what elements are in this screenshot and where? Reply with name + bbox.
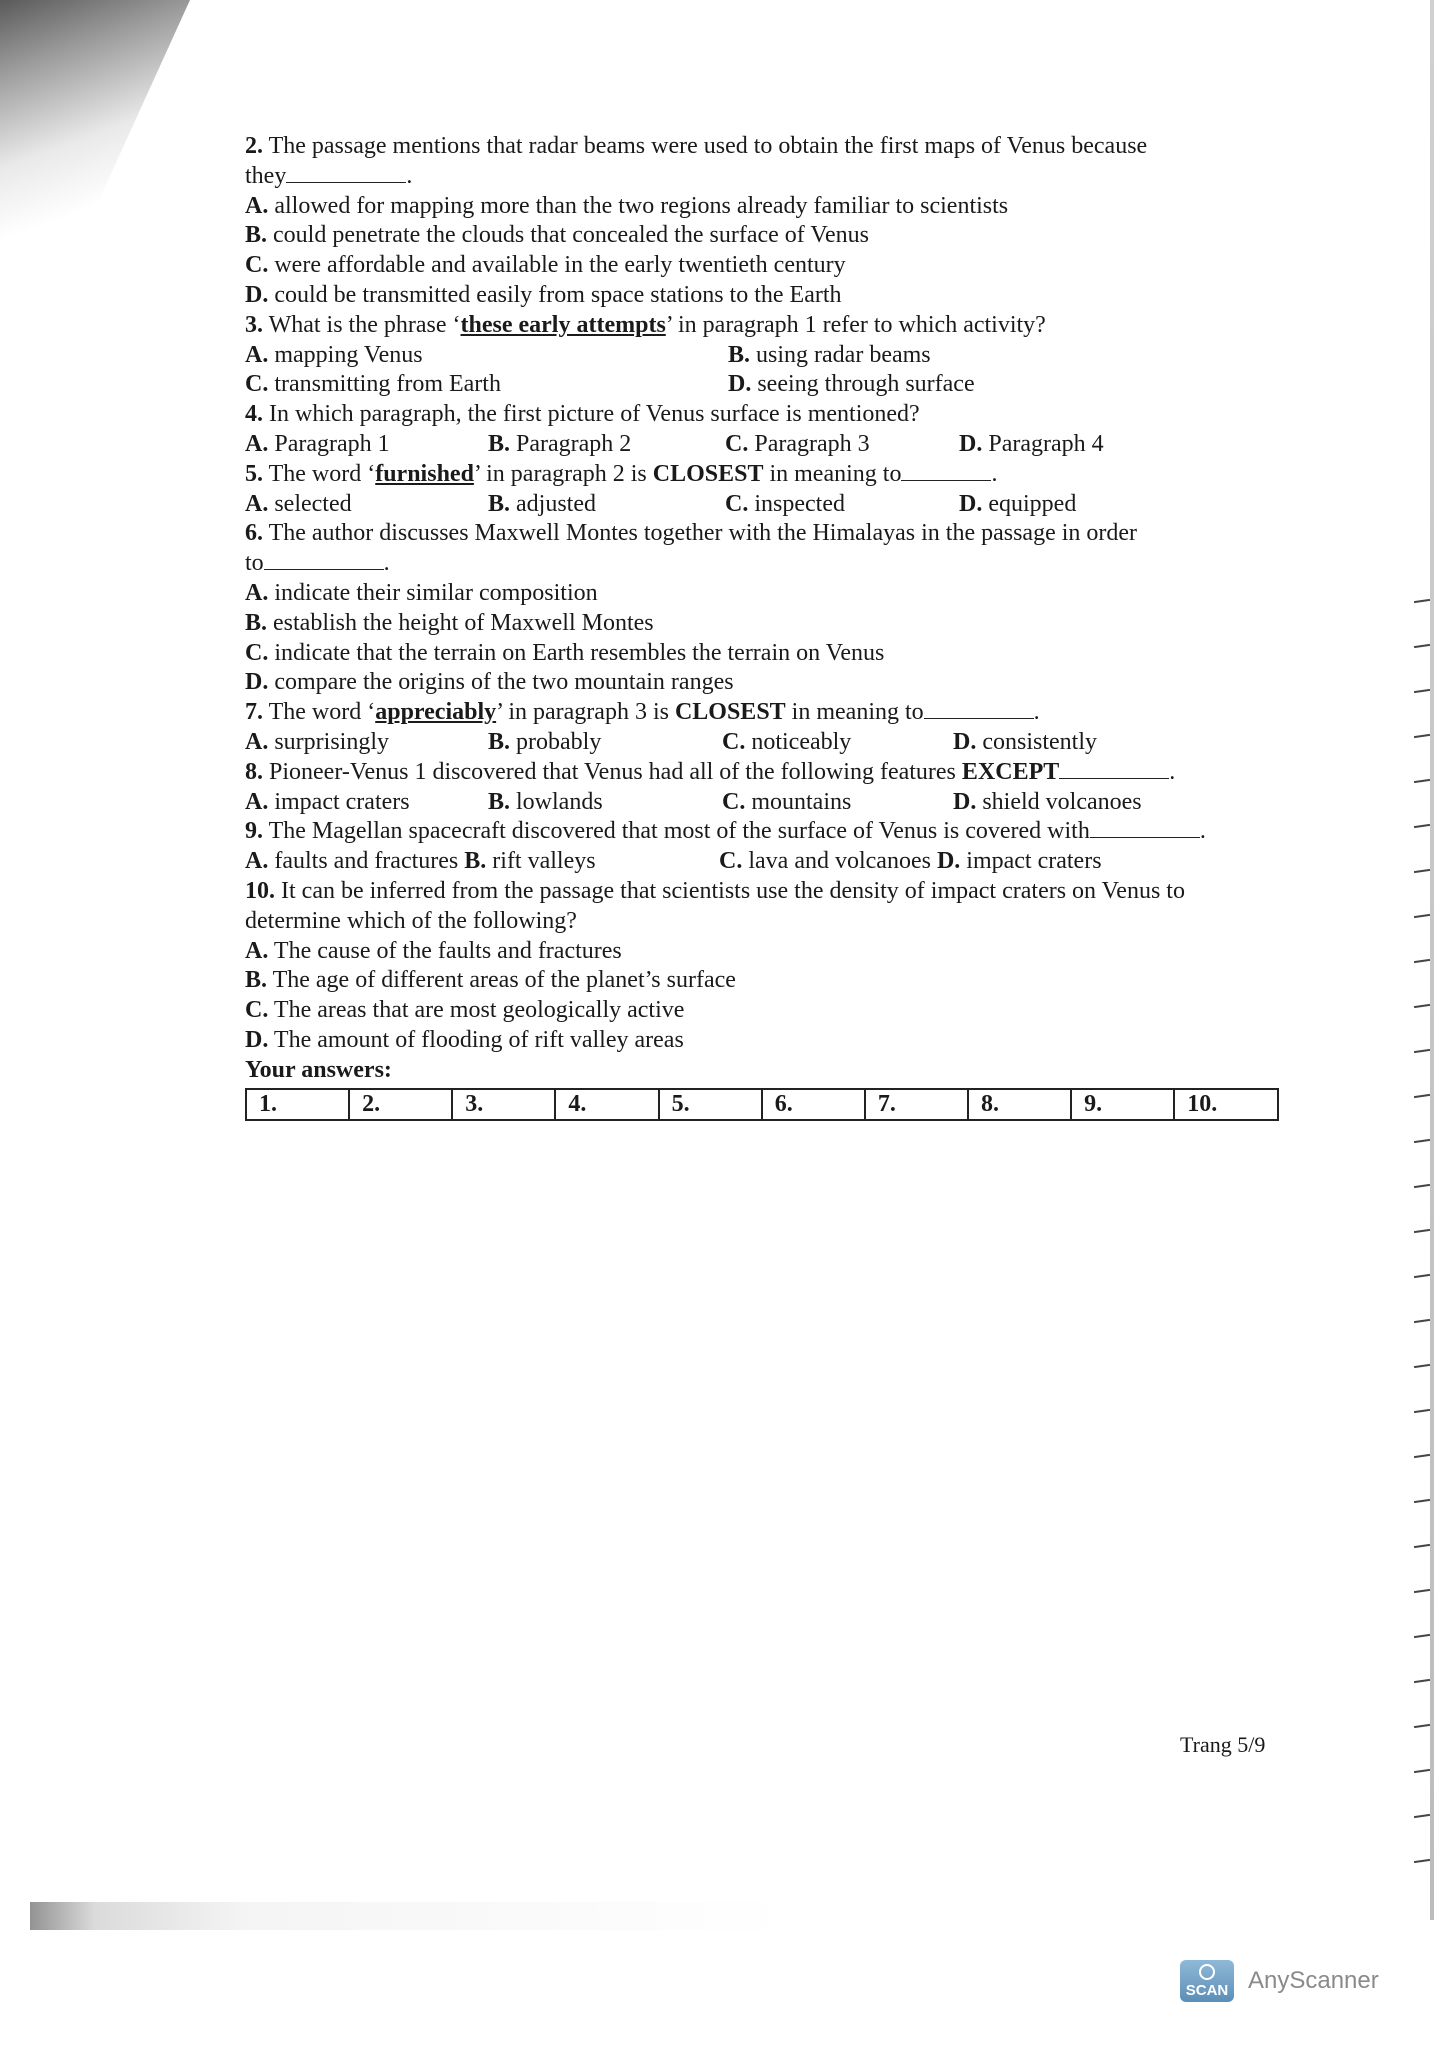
option: B. The age of different areas of the planet’s surface <box>245 967 736 994</box>
edge-tick <box>1414 734 1430 738</box>
question-4: 4. In which paragraph, the first picture of Venus surface is mentioned? <box>245 401 920 428</box>
page-number: Trang 5/9 <box>1180 1732 1266 1757</box>
edge-tick <box>1414 644 1430 648</box>
answer-cell[interactable]: 2. <box>349 1089 452 1121</box>
key-phrase: these early attempts <box>460 311 666 338</box>
option: C. were affordable and available in the early twentieth century <box>245 252 846 279</box>
option: A. allowed for mapping more than the two regions already familiar to scientists <box>245 192 1009 219</box>
edge-tick <box>1414 1589 1430 1593</box>
edge-tick <box>1414 1094 1430 1098</box>
question-10: 10. It can be inferred from the passage that scientists use the density of impact craters on Venus to <box>245 877 1185 904</box>
option: D. could be transmitted easily from space stations to the Earth <box>245 281 842 308</box>
question-2-cont: they . <box>245 162 413 189</box>
option: D. compare the origins of the two mountain ranges <box>245 669 734 696</box>
answer-cell[interactable]: 1. <box>246 1089 349 1121</box>
edge-tick <box>1414 1814 1430 1818</box>
scan-shadow-corner <box>0 0 200 330</box>
answer-cell[interactable]: 5. <box>659 1089 762 1121</box>
question-number: 2. <box>245 133 263 159</box>
option-row: A. Paragraph 1 B. Paragraph 2 C. Paragraph 3 D. Paragraph 4 <box>245 430 1104 457</box>
question-5: 5. The word ‘furnished’ in paragraph 2 is CLOSEST in meaning to . <box>245 460 998 487</box>
edge-tick <box>1414 1454 1430 1458</box>
edge-tick <box>1414 1229 1430 1233</box>
option: B. could penetrate the clouds that concealed the surface of Venus <box>245 222 869 249</box>
scan-shadow-bottom <box>30 1902 1110 1930</box>
answer-cell[interactable]: 3. <box>452 1089 555 1121</box>
answer-cell[interactable]: 4. <box>555 1089 658 1121</box>
option-row: A. surprisingly B. probably C. noticeably D. consistently <box>245 728 1097 755</box>
edge-tick <box>1414 959 1430 963</box>
edge-tick <box>1414 689 1430 693</box>
worksheet <box>245 132 1285 1121</box>
question-3: 3. What is the phrase ‘these early attempts’ in paragraph 1 refer to which activity? <box>245 311 1046 338</box>
question-text: they <box>245 162 287 189</box>
question-8: 8. Pioneer-Venus 1 discovered that Venus had all of the following features EXCEPT . <box>245 758 1176 785</box>
option: C. The areas that are most geologically active <box>245 997 685 1024</box>
edge-tick <box>1414 1364 1430 1368</box>
question-text: The passage mentions that radar beams were used to obtain the first maps of Venus because <box>268 133 1148 159</box>
answer-blank <box>901 462 991 481</box>
option-row: A. selected B. adjusted C. inspected D. equipped <box>245 490 1077 517</box>
edge-tick <box>1414 1139 1430 1143</box>
answer-cell[interactable]: 9. <box>1071 1089 1174 1121</box>
answer-blank <box>264 551 384 570</box>
option-row: A. impact craters B. lowlands C. mountains D. shield volcanoes <box>245 788 1142 815</box>
option-row: A. mapping Venus B. using radar beams <box>245 341 931 368</box>
edge-tick <box>1414 1769 1430 1773</box>
question-10-cont: determine which of the following? <box>245 907 577 934</box>
answer-blank <box>286 164 406 183</box>
option: A. indicate their similar composition <box>245 579 598 606</box>
question-7: 7. The word ‘appreciably’ in paragraph 3 is CLOSEST in meaning to . <box>245 699 1040 726</box>
scanner-logo: SCAN <box>1180 1960 1234 2002</box>
answer-cell[interactable]: 7. <box>865 1089 968 1121</box>
edge-tick <box>1414 1409 1430 1413</box>
answer-cell[interactable]: 10. <box>1174 1089 1278 1121</box>
edge-tick <box>1414 1544 1430 1548</box>
answers-label: Your answers: <box>245 1056 392 1083</box>
edge-tick <box>1414 1049 1430 1053</box>
edge-tick <box>1414 1679 1430 1683</box>
scanner-watermark <box>1180 1960 1379 2002</box>
option: C. indicate that the terrain on Earth resembles the terrain on Venus <box>245 639 885 666</box>
edge-marks <box>1408 600 1430 1920</box>
answer-blank <box>1090 819 1200 838</box>
camera-icon <box>1199 1964 1215 1980</box>
edge-tick <box>1414 914 1430 918</box>
answer-cell[interactable]: 8. <box>968 1089 1071 1121</box>
edge-tick <box>1414 869 1430 873</box>
edge-tick <box>1414 1184 1430 1188</box>
edge-tick <box>1414 779 1430 783</box>
option-row: C. transmitting from Earth D. seeing through surface <box>245 371 975 398</box>
option-row: A. faults and fractures B. rift valleys C. lava and volcanoes D. impact craters <box>245 848 1102 875</box>
edge-tick <box>1414 1004 1430 1008</box>
question-6-cont: to . <box>245 550 390 577</box>
option: B. establish the height of Maxwell Montes <box>245 609 654 636</box>
key-word: furnished <box>375 460 474 487</box>
option: A. The cause of the faults and fractures <box>245 937 622 964</box>
answer-grid <box>245 1088 1279 1122</box>
edge-tick <box>1414 1274 1430 1278</box>
question-2 <box>245 132 1285 162</box>
edge-tick <box>1414 824 1430 828</box>
edge-tick <box>1414 599 1430 603</box>
edge-tick <box>1414 1499 1430 1503</box>
edge-tick <box>1414 1724 1430 1728</box>
edge-tick <box>1414 1319 1430 1323</box>
page-edge <box>1430 0 1434 1920</box>
scanner-brand: AnyScanner <box>1248 1967 1379 1994</box>
edge-tick <box>1414 1634 1430 1638</box>
answer-blank <box>924 700 1034 719</box>
edge-tick <box>1414 1859 1430 1863</box>
question-9: 9. The Magellan spacecraft discovered that most of the surface of Venus is covered with . <box>245 818 1206 845</box>
answer-cell[interactable]: 6. <box>762 1089 865 1121</box>
key-word: appreciably <box>375 699 497 726</box>
answer-blank <box>1059 760 1169 779</box>
option: D. The amount of flooding of rift valley areas <box>245 1026 684 1053</box>
question-6: 6. The author discusses Maxwell Montes together with the Himalayas in the passage in order <box>245 520 1138 547</box>
